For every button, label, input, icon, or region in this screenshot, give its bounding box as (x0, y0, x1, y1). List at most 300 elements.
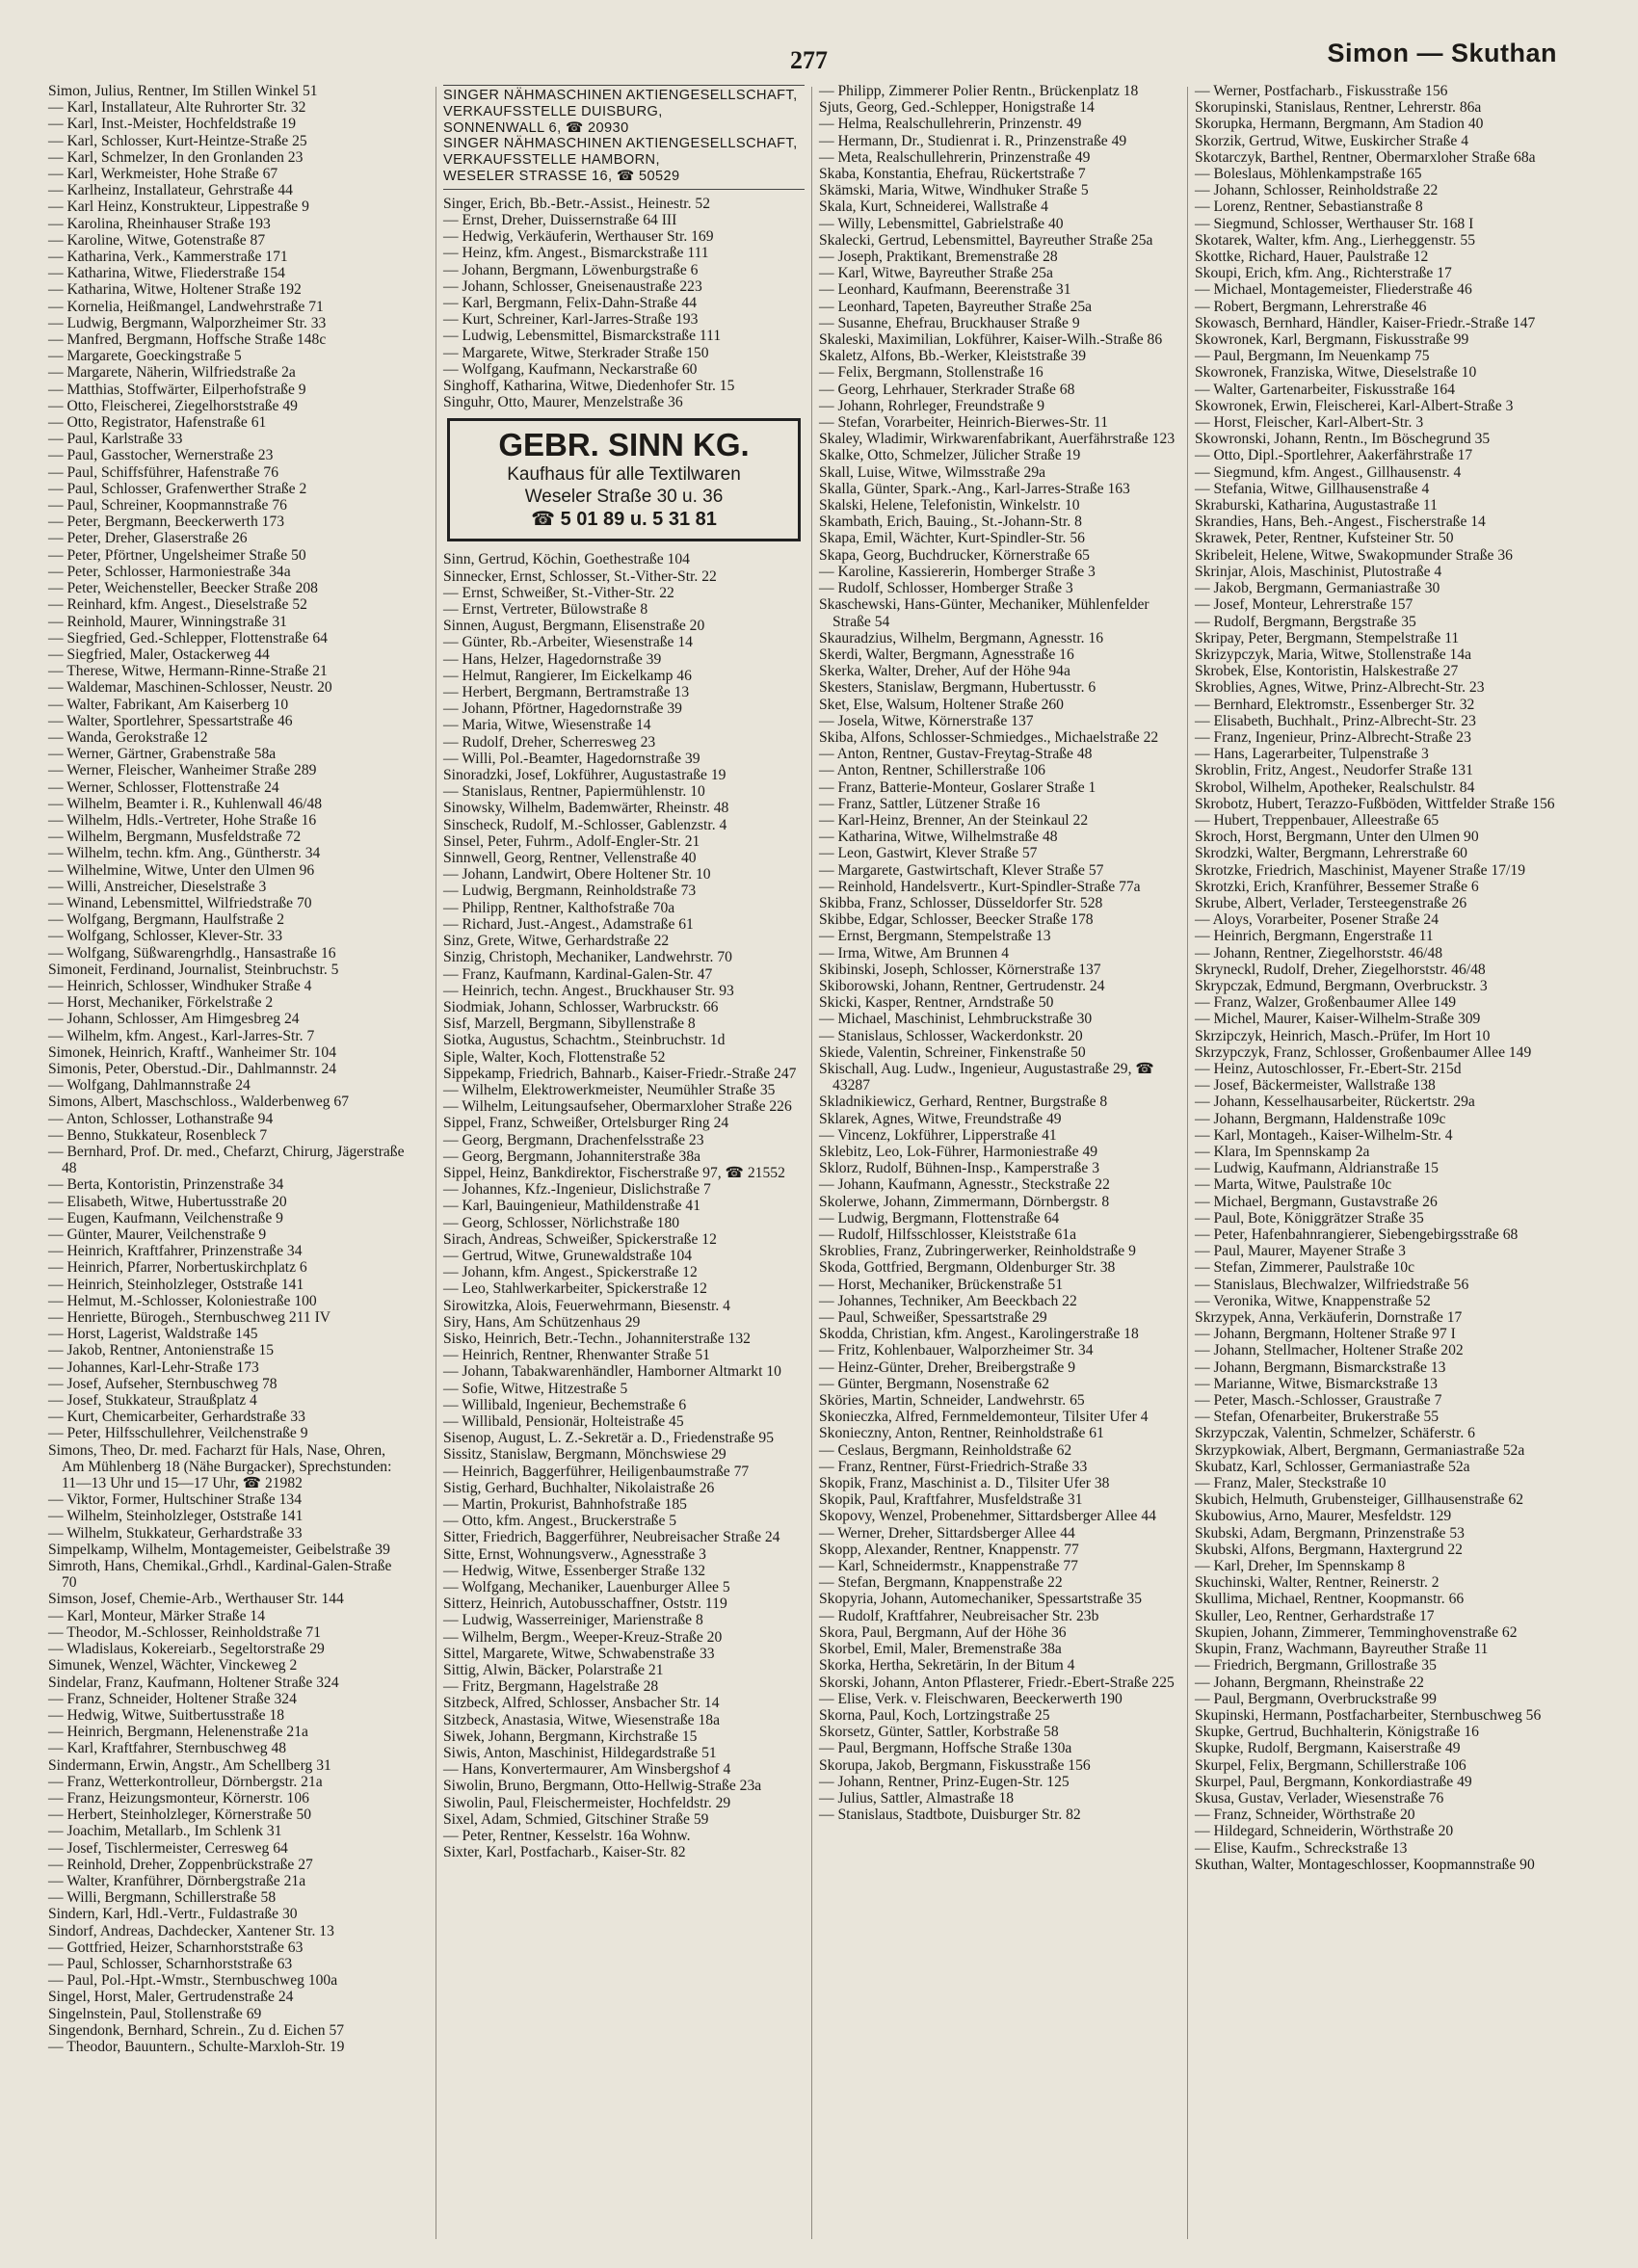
directory-entry: Skupin, Franz, Wachmann, Bayreuther Straße 11 (1195, 1641, 1489, 1658)
directory-entry: Skubich, Helmuth, Grubensteiger, Gillhausenstraße 62 (1195, 1491, 1524, 1509)
directory-entry: — Heinrich, Schlosser, Windhuker Straße 4 (48, 977, 312, 994)
directory-columns (48, 83, 1561, 2241)
directory-entry: — Heinrich, Rentner, Rhenwanter Straße 51 (443, 1347, 710, 1364)
directory-entry: — Johann, Kesselhausarbeiter, Rückertstr. 29a (1195, 1094, 1475, 1111)
directory-entry: — Franz, Rentner, Fürst-Friedrich-Straße 33 (819, 1458, 1088, 1475)
directory-entry: Skapa, Georg, Buchdrucker, Körnerstraße 65 (819, 546, 1090, 564)
directory-entry: — Rudolf, Kraftfahrer, Neubreisacher Str. 23b (819, 1607, 1099, 1624)
directory-entry: Skroblies, Franz, Zubringerwerker, Reinholdstraße 9 (819, 1243, 1136, 1260)
directory-entry: — Karl, Dreher, Im Spennskamp 8 (1195, 1558, 1406, 1575)
directory-entry: Skischall, Aug. Ludw., Ingenieur, Augustastraße 29, ☎ 43287 (819, 1060, 1154, 1094)
directory-entry: — Johann, Bergmann, Bismarckstraße 13 (1195, 1358, 1446, 1376)
directory-entry: Skrobek, Else, Kontoristin, Halskestraße 27 (1195, 663, 1459, 680)
directory-entry: — Franz, Sattler, Lützener Straße 16 (819, 795, 1041, 812)
directory-entry: Simroth, Hans, Chemikal.,Grhdl., Kardinal-Galen-Straße 70 (48, 1558, 392, 1592)
directory-entry: Skiba, Alfons, Schlosser-Schmiedges., Michaelstraße 22 (819, 728, 1159, 746)
directory-entry: Skambath, Erich, Bauing., St.-Johann-Str. 8 (819, 514, 1082, 531)
directory-entry: — Horst, Mechaniker, Brückenstraße 51 (819, 1276, 1064, 1293)
directory-entry: — Stanislaus, Schlosser, Wackerdonkstr. 20 (819, 1027, 1083, 1044)
directory-entry: Skubski, Adam, Bergmann, Prinzenstraße 53 (1195, 1524, 1465, 1542)
directory-entry: — Herbert, Bergmann, Bertramstraße 13 (443, 684, 690, 701)
directory-entry: Sinsel, Peter, Fuhrm., Adolf-Engler-Str. 21 (443, 832, 700, 850)
directory-entry: — Wolfgang, Süßwarengrhdlg., Hansastraße 16 (48, 944, 336, 962)
directory-entry: — Martin, Prokurist, Bahnhofstraße 185 (443, 1496, 687, 1513)
directory-entry: — Bernhard, Elektromstr., Essenberger Str. 32 (1195, 696, 1475, 713)
directory-entry: Sittig, Alwin, Bäcker, Polarstraße 21 (443, 1662, 664, 1679)
directory-entry: — Karl Heinz, Konstrukteur, Lippestraße 9 (48, 198, 309, 216)
page-header (0, 39, 1638, 77)
directory-entry: — Herbert, Steinholzleger, Körnerstraße 50 (48, 1806, 312, 1824)
directory-entry: Skorbel, Emil, Maler, Bremenstraße 38a (819, 1641, 1062, 1658)
directory-entry: Skrzypkowiak, Albert, Bergmann, Germaniastraße 52a (1195, 1441, 1525, 1459)
directory-entry: — Paul, Maurer, Mayener Straße 3 (1195, 1243, 1406, 1260)
directory-entry: — Willy, Lebensmittel, Gabrielstraße 40 (819, 215, 1064, 232)
directory-entry: Skrzypczyk, Franz, Schlosser, Großenbaumer Allee 149 (1195, 1043, 1532, 1061)
directory-entry: Skupke, Rudolf, Bergmann, Kaiserstraße 49 (1195, 1740, 1461, 1757)
directory-entry: — Horst, Lagerist, Waldstraße 145 (48, 1326, 258, 1343)
directory-entry: — Karl, Bauingenieur, Mathildenstraße 41 (443, 1198, 700, 1215)
directory-entry: Sitzbeck, Alfred, Schlosser, Ansbacher Str. 14 (443, 1695, 720, 1712)
directory-entry: — Stefan, Zimmerer, Paulstraße 10c (1195, 1259, 1415, 1277)
directory-entry: Sitterz, Heinrich, Autobusschaffner, Oststr. 119 (443, 1596, 727, 1613)
directory-entry: Sirach, Andreas, Schweißer, Spickerstraße 12 (443, 1230, 717, 1248)
page-number: 277 (790, 46, 828, 74)
directory-entry: — Ludwig, Kaufmann, Aldrianstraße 15 (1195, 1160, 1439, 1177)
directory-entry: Skottke, Richard, Hauer, Paulstraße 12 (1195, 249, 1429, 266)
directory-entry: Siotka, Augustus, Schachtm., Steinbruchstr. 1d (443, 1032, 726, 1049)
directory-entry: Siodmiak, Johann, Schlosser, Warbruckstr. 66 (443, 998, 719, 1015)
directory-entry: — Vincenz, Lokführer, Lipperstraße 41 (819, 1126, 1057, 1144)
singer-ad (443, 85, 805, 190)
directory-entry: Skopyria, Johann, Automechaniker, Spessartstraße 35 (819, 1591, 1143, 1608)
directory-entry: Skoda, Gottfried, Bergmann, Oldenburger Str. 38 (819, 1259, 1116, 1277)
directory-entry: Skrinjar, Alois, Maschinist, Plutostraße 4 (1195, 563, 1442, 580)
directory-entry: — Franz, Kaufmann, Kardinal-Galen-Str. 47 (443, 965, 713, 983)
directory-entry: — Richard, Just.-Angest., Adamstraße 61 (443, 915, 694, 933)
directory-entry: — Franz, Schneider, Holtener Straße 324 (48, 1690, 297, 1707)
directory-entry: Skalke, Otto, Schmelzer, Jülicher Straße 19 (819, 447, 1081, 464)
directory-entry: — Karolina, Rheinhauser Straße 193 (48, 215, 271, 232)
directory-entry: — Leon, Gastwirt, Klever Straße 57 (819, 845, 1038, 862)
directory-entry: — Karl, Installateur, Alte Ruhrorter Str. 32 (48, 99, 306, 117)
directory-entry: — Klara, Im Spennskamp 2a (1195, 1144, 1370, 1160)
directory-entry: Skolerwe, Johann, Zimmermann, Dörnbergstr. 8 (819, 1193, 1110, 1210)
directory-entry: — Karl, Witwe, Bayreuther Straße 25a (819, 265, 1053, 282)
directory-entry: — Paul, Bergmann, Overbruckstraße 99 (1195, 1690, 1437, 1707)
directory-entry: Skrotzke, Friedrich, Maschinist, Mayener Straße 17/19 (1195, 861, 1525, 879)
directory-entry: Skowronek, Franziska, Witwe, Dieselstraße 10 (1195, 364, 1477, 382)
directory-entry: Skalla, Günter, Spark.-Ang., Karl-Jarres-Straße 163 (819, 480, 1130, 497)
directory-entry: — Matthias, Stoffwärter, Eilperhofstraße 9 (48, 381, 306, 398)
directory-entry: Skrzipczyk, Heinrich, Masch.-Prüfer, Im Hort 10 (1195, 1027, 1491, 1044)
directory-entry: — Helmut, Rangierer, Im Eickelkamp 46 (443, 667, 692, 684)
directory-entry: — Karoline, Witwe, Gotenstraße 87 (48, 231, 266, 249)
directory-entry: — Stefania, Witwe, Gillhausenstraße 4 (1195, 480, 1430, 497)
directory-entry: — Elisabeth, Witwe, Hubertusstraße 20 (48, 1193, 287, 1210)
directory-entry: — Franz, Schneider, Wörthstraße 20 (1195, 1806, 1415, 1824)
directory-entry: — Ernst, Dreher, Duissernstraße 64 III (443, 211, 677, 228)
directory-entry: — Ernst, Bergmann, Stempelstraße 13 (819, 928, 1051, 945)
directory-entry: — Karl, Monteur, Märker Straße 14 (48, 1607, 265, 1624)
column-2-entries-top (443, 196, 805, 411)
directory-entry: Simson, Josef, Chemie-Arb., Werthauser Str. 144 (48, 1591, 344, 1608)
directory-entry: — Johann, Pförtner, Hagedornstraße 39 (443, 700, 682, 718)
directory-entry: — Karl, Schmelzer, In den Gronlanden 23 (48, 148, 304, 166)
directory-entry: Skopovy, Wenzel, Probenehmer, Sittardsberger Allee 44 (819, 1508, 1156, 1525)
sinn-ad-address: Weseler Straße 30 u. 36 (524, 487, 724, 508)
directory-entry: — Hans, Helzer, Hagedornstraße 39 (443, 650, 662, 668)
directory-entry: — Wilhelmine, Witwe, Unter den Ulmen 96 (48, 861, 315, 879)
directory-entry: — Peter, Hilfsschullehrer, Veilchenstraße 9 (48, 1425, 308, 1442)
directory-entry: — Elise, Verk. v. Fleischwaren, Beeckerwerth 190 (819, 1690, 1123, 1707)
directory-entry: Siwis, Anton, Maschinist, Hildegardstraße 51 (443, 1745, 717, 1762)
directory-entry: — Willi, Bergmann, Schillerstraße 58 (48, 1889, 277, 1907)
directory-entry: Skaletz, Alfons, Bb.-Werker, Kleiststraße 39 (819, 348, 1087, 365)
directory-entry: Sixter, Karl, Postfacharb., Kaiser-Str. 82 (443, 1844, 686, 1861)
directory-entry: — Josef, Stukkateur, Straußplatz 4 (48, 1392, 257, 1410)
directory-entry: — Johann, Bergmann, Löwenburgstraße 6 (443, 261, 699, 278)
directory-entry: — Ludwig, Lebensmittel, Bismarckstraße 111 (443, 328, 722, 345)
directory-entry: — Otto, kfm. Angest., Bruckerstraße 5 (443, 1513, 677, 1530)
directory-entry: — Johann, Rohrleger, Freundstraße 9 (819, 397, 1045, 414)
directory-entry: — Fritz, Bergmann, Hagelstraße 28 (443, 1678, 659, 1696)
directory-entry: Skorski, Johann, Anton Pflasterer, Friedr.-Ebert-Straße 225 (819, 1674, 1175, 1691)
directory-entry: — Johann, Tabakwarenhändler, Hamborner Altmarkt 10 (443, 1363, 781, 1381)
directory-entry: — Theodor, Bauuntern., Schulte-Marxloh-Str. 19 (48, 2038, 345, 2055)
directory-entry: Skupinski, Hermann, Postfacharbeiter, Sternbuschweg 56 (1195, 1706, 1542, 1724)
directory-entry: Skrandies, Hans, Beh.-Angest., Fischerstraße 14 (1195, 514, 1486, 531)
directory-entry: Skupke, Gertrud, Buchhalterin, Königstraße 16 (1195, 1724, 1479, 1741)
directory-entry: Simonek, Heinrich, Kraftf., Wanheimer Str. 104 (48, 1043, 337, 1061)
directory-entry: Skalecki, Gertrud, Lebensmittel, Bayreuther Straße 25a (819, 231, 1153, 249)
directory-entry: — Wilhelm, techn. kfm. Ang., Güntherstr. 34 (48, 845, 321, 862)
directory-entry: — Stanislaus, Stadtbote, Duisburger Str. 82 (819, 1806, 1081, 1824)
directory-entry: — Michel, Maurer, Kaiser-Wilhelm-Straße 309 (1195, 1011, 1481, 1028)
directory-entry: Skora, Paul, Bergmann, Auf der Höhe 36 (819, 1623, 1067, 1641)
directory-entry: — Paul, Karlstraße 33 (48, 431, 183, 448)
directory-entry: — Elise, Kaufm., Schreckstraße 13 (1195, 1839, 1408, 1857)
directory-entry: — Josef, Aufseher, Sternbuschweg 78 (48, 1375, 277, 1392)
directory-entry: — Werner, Dreher, Sittardsberger Allee 44 (819, 1524, 1075, 1542)
directory-entry: Skroch, Horst, Bergmann, Unter den Ulmen 90 (1195, 829, 1479, 846)
directory-entry: — Heinrich, Baggerführer, Heiligenbaumstraße 77 (443, 1463, 750, 1480)
directory-entry: Skämski, Maria, Witwe, Windhuker Straße 5 (819, 182, 1089, 199)
directory-entry: Skopik, Franz, Maschinist a. D., Tilsiter Ufer 38 (819, 1475, 1110, 1492)
directory-entry: — Heinrich, Pfarrer, Norbertuskirchplatz 6 (48, 1259, 307, 1277)
directory-entry: — Michael, Maschinist, Lehmbruckstraße 30 (819, 1011, 1093, 1028)
directory-entry: — Johann, Bergmann, Holtener Straße 97 I (1195, 1326, 1456, 1343)
directory-entry: — Heinz, Autoschlosser, Fr.-Ebert-Str. 215d (1195, 1060, 1462, 1077)
directory-entry: Skicki, Kasper, Rentner, Arndstraße 50 (819, 994, 1054, 1012)
directory-entry: Skonieczny, Anton, Rentner, Reinholdstraße 61 (819, 1425, 1104, 1442)
directory-entry: — Paul, Bote, Königgrätzer Straße 35 (1195, 1209, 1424, 1226)
directory-entry: — Rudolf, Bergmann, Bergstraße 35 (1195, 613, 1416, 630)
directory-entry: Skerka, Walter, Dreher, Auf der Höhe 94a (819, 663, 1070, 680)
directory-entry: Skibbe, Edgar, Schlosser, Beecker Straße 178 (819, 911, 1094, 929)
directory-entry: — Franz, Walzer, Großenbaumer Allee 149 (1195, 994, 1457, 1012)
directory-entry: Skoupi, Erich, kfm. Ang., Richterstraße 17 (1195, 265, 1452, 282)
directory-entry: Skowasch, Bernhard, Händler, Kaiser-Friedr.-Straße 147 (1195, 314, 1536, 331)
directory-entry: — Susanne, Ehefrau, Bruckhauser Straße 9 (819, 314, 1080, 331)
directory-entry: Skaba, Konstantia, Ehefrau, Rückertstraße 7 (819, 166, 1086, 183)
directory-entry: Skibba, Franz, Schlosser, Düsseldorfer Str. 528 (819, 894, 1103, 911)
directory-entry: — Hildegard, Schneiderin, Wörthstraße 20 (1195, 1823, 1454, 1840)
directory-entry: Skauradzius, Wilhelm, Bergmann, Agnesstr. 16 (819, 629, 1104, 646)
directory-entry: — Franz, Ingenieur, Prinz-Albrecht-Straße 23 (1195, 728, 1471, 746)
directory-entry: — Margarete, Näherin, Wilfriedstraße 2a (48, 364, 296, 382)
directory-entry: — Stanislaus, Rentner, Papiermühlenstr. 10 (443, 783, 705, 801)
directory-entry: — Heinz, kfm. Angest., Bismarckstraße 111 (443, 245, 709, 262)
directory-entry: — Philipp, Zimmerer Polier Rentn., Brückenplatz 18 (819, 83, 1139, 99)
directory-entry: — Leonhard, Kaufmann, Beerenstraße 31 (819, 281, 1071, 299)
directory-entry: — Paul, Pol.-Hpt.-Wmstr., Sternbuschweg 100a (48, 1972, 338, 1990)
directory-entry: Skala, Kurt, Schneiderei, Wallstraße 4 (819, 198, 1048, 216)
directory-entry: — Gertrud, Witwe, Grunewaldstraße 104 (443, 1247, 693, 1264)
directory-entry: — Johann, Stellmacher, Holtener Straße 202 (1195, 1342, 1464, 1359)
directory-entry: Sitter, Friedrich, Baggerführer, Neubreisacher Straße 24 (443, 1529, 780, 1546)
directory-entry: — Ceslaus, Bergmann, Reinholdstraße 62 (819, 1441, 1072, 1459)
directory-entry: Siwolin, Paul, Fleischermeister, Hochfeldstr. 29 (443, 1794, 731, 1811)
directory-entry: Skripay, Peter, Bergmann, Stempelstraße 11 (1195, 629, 1460, 646)
directory-entry: — Hedwig, Witwe, Essenberger Straße 132 (443, 1562, 706, 1579)
directory-entry: — Karl, Bergmann, Felix-Dahn-Straße 44 (443, 295, 698, 311)
directory-entry: — Wolfgang, Dahlmannstraße 24 (48, 1077, 251, 1094)
directory-entry: Skowronek, Erwin, Fleischerei, Karl-Albert-Straße 3 (1195, 397, 1514, 414)
directory-entry: Skubski, Alfons, Bergmann, Haxtergrund 22 (1195, 1541, 1463, 1558)
directory-entry: — Horst, Fleischer, Karl-Albert-Str. 3 (1195, 414, 1424, 432)
directory-entry: Sindermann, Erwin, Angstr., Am Schellberg 31 (48, 1756, 331, 1774)
directory-entry: Skrube, Albert, Verlader, Tersteegenstraße 26 (1195, 894, 1467, 911)
directory-entry: — Gottfried, Heizer, Scharnhorststraße 63 (48, 1938, 304, 1956)
directory-entry: Sinzig, Christoph, Mechaniker, Landwehrstr. 70 (443, 949, 732, 966)
directory-entry: — Fritz, Kohlenbauer, Walporzheimer Str. 34 (819, 1342, 1094, 1359)
directory-entry: Skuller, Leo, Rentner, Gerhardstraße 17 (1195, 1607, 1435, 1624)
directory-entry: Sinscheck, Rudolf, M.-Schlosser, Gablenzstr. 4 (443, 816, 727, 833)
directory-entry: — Peter, Bergmann, Beeckerwerth 173 (48, 514, 285, 531)
directory-entry: — Jakob, Rentner, Antonienstraße 15 (48, 1342, 275, 1359)
directory-entry: Skubowius, Arno, Maurer, Mesfeldstr. 129 (1195, 1508, 1452, 1525)
directory-entry: — Winand, Lebensmittel, Wilfriedstraße 70 (48, 894, 312, 911)
directory-entry: Skribeleit, Helene, Witwe, Swakopmunder Straße 36 (1195, 546, 1513, 564)
directory-entry: — Paul, Gasstocher, Wernerstraße 23 (48, 447, 274, 464)
directory-entry: — Lorenz, Rentner, Sebastianstraße 8 (1195, 198, 1423, 216)
directory-entry: Siry, Hans, Am Schützenhaus 29 (443, 1313, 641, 1331)
directory-entry: Sklebitz, Leo, Lok-Führer, Harmoniestraße 49 (819, 1144, 1098, 1160)
directory-entry: — Peter, Pförtner, Ungelsheimer Straße 50 (48, 546, 306, 564)
directory-entry: Skopp, Alexander, Rentner, Knappenstr. 77 (819, 1541, 1079, 1558)
directory-entry: — Wilhelm, Elektrowerkmeister, Neumühler Straße 35 (443, 1081, 776, 1098)
directory-entry: Skryneckl, Rudolf, Dreher, Ziegelhorststr. 46/48 (1195, 961, 1486, 978)
directory-entry: — Johann, Schlosser, Gneisenaustraße 223 (443, 277, 702, 295)
directory-entry: — Helma, Realschullehrerin, Prinzenstr. 49 (819, 116, 1082, 133)
directory-entry: Skrotzki, Erich, Kranführer, Bessemer Straße 6 (1195, 878, 1479, 895)
directory-entry: Skodda, Christian, kfm. Angest., Karolingerstraße 18 (819, 1326, 1139, 1343)
directory-entry: Skurpel, Felix, Bergmann, Schillerstraße 106 (1195, 1756, 1466, 1774)
sinn-ad-phone: ☎ 5 01 89 u. 5 31 81 (531, 509, 717, 531)
directory-entry: — Wolfgang, Mechaniker, Lauenburger Allee 5 (443, 1579, 730, 1596)
directory-entry: Sket, Else, Walsum, Holtener Straße 260 (819, 696, 1064, 713)
directory-entry: — Karl, Montageh., Kaiser-Wilhelm-Str. 4 (1195, 1126, 1453, 1144)
directory-entry: — Peter, Schlosser, Harmoniestraße 34a (48, 563, 291, 580)
directory-entry: — Wilhelm, Bergmann, Musfeldstraße 72 (48, 829, 302, 846)
directory-entry: — Walter, Fabrikant, Am Kaiserberg 10 (48, 696, 289, 713)
directory-entry: — Paul, Schweißer, Spessartstraße 29 (819, 1309, 1047, 1327)
directory-entry: — Friedrich, Bergmann, Grillostraße 35 (1195, 1657, 1437, 1675)
directory-entry: — Josef, Monteur, Lehrerstraße 157 (1195, 596, 1413, 614)
directory-entry: Skrzypczak, Valentin, Schmelzer, Schäferstr. 6 (1195, 1425, 1475, 1442)
directory-entry: Skotarczyk, Barthel, Rentner, Obermarxloher Straße 68a (1195, 148, 1536, 166)
directory-entry: — Otto, Dipl.-Sportlehrer, Aakerfährstraße 17 (1195, 447, 1473, 464)
directory-entry: — Willi, Pol.-Beamter, Hagedornstraße 39 (443, 750, 700, 767)
directory-entry: — Wilhelm, Leitungsaufseher, Obermarxloher Straße 226 (443, 1098, 792, 1116)
directory-entry: Sinn, Gertrud, Köchin, Goethestraße 104 (443, 551, 690, 568)
directory-entry: — Anton, Rentner, Gustav-Freytag-Straße 48 (819, 746, 1093, 763)
directory-entry: — Viktor, Former, Hultschiner Straße 134 (48, 1491, 303, 1509)
directory-entry: — Therese, Witwe, Hermann-Rinne-Straße 21 (48, 663, 328, 680)
directory-entry: — Karl, Schneidermstr., Knappenstraße 77 (819, 1558, 1078, 1575)
directory-entry: Sippel, Franz, Schweißer, Ortelsburger Ring 24 (443, 1115, 729, 1132)
directory-entry: — Robert, Bergmann, Lehrerstraße 46 (1195, 298, 1427, 315)
directory-entry: — Marta, Witwe, Paulstraße 10c (1195, 1176, 1392, 1194)
directory-entry: — Siegfried, Ged.-Schlepper, Flottenstraße 64 (48, 629, 328, 646)
directory-entry: Skorka, Hertha, Sekretärin, In der Bitum 4 (819, 1657, 1075, 1675)
directory-entry: Skrawek, Peter, Rentner, Kufsteiner Str. 50 (1195, 530, 1454, 547)
directory-entry: Skrobotz, Hubert, Terazzo-Fußböden, Wittfelder Straße 156 (1195, 795, 1555, 812)
directory-entry: Skorupinski, Stanislaus, Rentner, Lehrerstr. 86a (1195, 99, 1482, 117)
directory-entry: — Ludwig, Wasserreiniger, Marienstraße 8 (443, 1612, 703, 1629)
directory-entry: Skraburski, Katharina, Augustastraße 11 (1195, 497, 1438, 514)
directory-entry: — Peter, Weichensteller, Beecker Straße 208 (48, 580, 318, 597)
directory-entry: — Günter, Bergmann, Nosenstraße 62 (819, 1375, 1050, 1392)
directory-entry: — Josela, Witwe, Körnerstraße 137 (819, 712, 1034, 729)
directory-entry: — Horst, Mechaniker, Förkelstraße 2 (48, 994, 274, 1012)
directory-entry: — Karoline, Kassiererin, Homberger Straße 3 (819, 563, 1096, 580)
directory-entry: Skorsetz, Günter, Sattler, Korbstraße 58 (819, 1724, 1059, 1741)
directory-entry: — Julius, Sattler, Almastraße 18 (819, 1789, 1015, 1806)
directory-entry: Siple, Walter, Koch, Flottenstraße 52 (443, 1048, 666, 1066)
directory-entry: — Willi, Anstreicher, Dieselstraße 3 (48, 878, 267, 895)
directory-entry: — Paul, Schreiner, Koopmannstraße 76 (48, 497, 287, 514)
directory-entry: — Georg, Lehrhauer, Sterkrader Straße 68 (819, 381, 1075, 398)
directory-entry: Sitzbeck, Anastasia, Witwe, Wiesenstraße 18a (443, 1711, 721, 1728)
directory-entry: Sistig, Gerhard, Buchhalter, Nikolaistraße 26 (443, 1479, 715, 1496)
directory-entry: — Heinrich, Steinholzleger, Oststraße 141 (48, 1276, 304, 1293)
directory-entry: Singhoff, Katharina, Witwe, Diedenhofer Str. 15 (443, 378, 735, 395)
directory-entry: — Walter, Gartenarbeiter, Fiskusstraße 164 (1195, 381, 1456, 398)
directory-entry: Skowronek, Karl, Bergmann, Fiskusstraße 99 (1195, 331, 1469, 349)
directory-entry: — Karl, Inst.-Meister, Hochfeldstraße 19 (48, 116, 297, 133)
directory-entry: — Hedwig, Verkäuferin, Werthauser Str. 169 (443, 228, 714, 246)
directory-entry: — Bernhard, Prof. Dr. med., Chefarzt, Chirurg, Jägerstraße 48 (48, 1144, 405, 1177)
directory-entry: — Franz, Maler, Steckstraße 10 (1195, 1475, 1387, 1492)
directory-entry: Sindern, Karl, Hdl.-Vertr., Fuldastraße 30 (48, 1906, 298, 1923)
directory-entry: — Hedwig, Witwe, Suitbertusstraße 18 (48, 1706, 285, 1724)
directory-entry: Simons, Albert, Maschschloss., Walderbenweg 67 (48, 1094, 350, 1111)
directory-entry: — Karl, Werkmeister, Hohe Straße 67 (48, 166, 278, 183)
directory-entry: — Peter, Dreher, Glaserstraße 26 (48, 530, 248, 547)
directory-entry: — Katharina, Witwe, Fliederstraße 154 (48, 265, 285, 282)
directory-entry: — Helmut, M.-Schlosser, Koloniestraße 100 (48, 1292, 317, 1309)
directory-entry: — Wilhelm, Steinholzleger, Oststraße 141 (48, 1508, 304, 1525)
directory-entry: Sinz, Grete, Witwe, Gerhardstraße 22 (443, 933, 670, 950)
directory-entry: — Paul, Schiffsführer, Hafenstraße 76 (48, 463, 278, 481)
directory-entry: — Michael, Montagemeister, Fliederstraße 46 (1195, 281, 1472, 299)
directory-entry: Simunek, Wenzel, Wächter, Vinckeweg 2 (48, 1657, 298, 1675)
directory-entry: — Felix, Bergmann, Stollenstraße 16 (819, 364, 1044, 382)
directory-entry: — Manfred, Bergmann, Hoffsche Straße 148c (48, 331, 327, 349)
directory-entry: — Anton, Rentner, Schillerstraße 106 (819, 762, 1045, 779)
directory-entry: — Ernst, Schweißer, St.-Vither-Str. 22 (443, 584, 674, 601)
directory-entry: Skiborowski, Johann, Rentner, Gertrudenstr. 24 (819, 977, 1105, 994)
directory-entry: — Rudolf, Hilfsschlosser, Kleiststraße 61a (819, 1226, 1077, 1244)
directory-entry: — Johannes, Kfz.-Ingenieur, Dislichstraße 7 (443, 1181, 711, 1199)
column-2-entries-bottom (443, 551, 805, 1860)
directory-entry: — Franz, Batterie-Monteur, Goslarer Straße 1 (819, 778, 1096, 796)
directory-entry: — Willibald, Pensionär, Holteistraße 45 (443, 1412, 684, 1430)
directory-entry: — Theodor, M.-Schlosser, Reinholdstraße 71 (48, 1623, 322, 1641)
directory-entry: Skowronski, Johann, Rentn., Im Böschegrund 35 (1195, 431, 1491, 448)
directory-entry: — Hermann, Dr., Studienrat i. R., Prinzenstraße 49 (819, 132, 1127, 149)
directory-entry: Skesters, Stanislaw, Bergmann, Hubertusstr. 6 (819, 679, 1096, 697)
directory-entry: Skorupa, Jakob, Bergmann, Fiskusstraße 156 (819, 1756, 1091, 1774)
directory-entry: — Werner, Fleischer, Wanheimer Straße 289 (48, 762, 317, 779)
directory-entry: Singelnstein, Paul, Stollenstraße 69 (48, 2005, 262, 2022)
directory-entry: — Kurt, Chemicarbeiter, Gerhardstraße 33 (48, 1409, 305, 1426)
directory-entry: — Reinhold, Maurer, Winningstraße 31 (48, 613, 287, 630)
directory-entry: — Karlheinz, Installateur, Gehrstraße 44 (48, 182, 293, 199)
directory-entry: Skrizypczyk, Maria, Witwe, Stollenstraße 14a (1195, 646, 1472, 663)
directory-entry: Sinnwell, Georg, Rentner, Vellenstraße 40 (443, 850, 697, 867)
directory-entry: Skrodzki, Walter, Bergmann, Lehrerstraße 60 (1195, 845, 1467, 862)
directory-entry: — Reinhold, Handelsvertr., Kurt-Spindler-Straße 77a (819, 878, 1141, 895)
directory-entry: Siwolin, Bruno, Bergmann, Otto-Hellwig-Straße 23a (443, 1778, 762, 1795)
directory-entry: — Katharina, Verk., Kammerstraße 171 (48, 249, 288, 266)
directory-entry: — Boleslaus, Möhlenkampstraße 165 (1195, 166, 1422, 183)
directory-entry: — Rudolf, Dreher, Scherresweg 23 (443, 733, 656, 751)
directory-entry: — Otto, Fleischerei, Ziegelhorststraße 49 (48, 397, 298, 414)
directory-entry: Singer, Erich, Bb.-Betr.-Assist., Heinestr. 52 (443, 195, 711, 212)
directory-entry: Skrypczak, Edmund, Bergmann, Overbruckstr. 3 (1195, 977, 1488, 994)
directory-entry: — Johann, Landwirt, Obere Holtener Str. 10 (443, 866, 711, 883)
directory-entry: — Berta, Kontoristin, Prinzenstraße 34 (48, 1176, 284, 1194)
directory-entry: — Willibald, Ingenieur, Bechemstraße 6 (443, 1396, 687, 1413)
directory-entry: — Walter, Kranführer, Dörnbergstraße 21a (48, 1872, 306, 1889)
directory-entry: — Heinrich, techn. Angest., Bruckhauser Str. 93 (443, 982, 734, 999)
directory-entry: — Peter, Masch.-Schlosser, Graustraße 7 (1195, 1392, 1442, 1410)
directory-entry: — Günter, Rb.-Arbeiter, Wiesenstraße 14 (443, 634, 693, 651)
directory-entry: — Paul, Bergmann, Hoffsche Straße 130a (819, 1740, 1072, 1757)
directory-entry: — Kornelia, Heißmangel, Landwehrstraße 71 (48, 298, 324, 315)
directory-entry: Sköries, Martin, Schneider, Landwehrstr. 65 (819, 1392, 1085, 1410)
directory-entry: Skorna, Paul, Koch, Lortzingstraße 25 (819, 1706, 1050, 1724)
directory-entry: Skall, Luise, Witwe, Wilmsstraße 29a (819, 463, 1046, 481)
directory-entry: — Franz, Wetterkontrolleur, Dörnbergstr. 21a (48, 1773, 323, 1790)
directory-entry: — Karl-Heinz, Brenner, An der Steinkaul 22 (819, 811, 1089, 829)
directory-entry: Skupien, Johann, Zimmerer, Temminghovenstraße 62 (1195, 1623, 1518, 1641)
directory-entry: — Wolfgang, Kaufmann, Neckarstraße 60 (443, 360, 698, 378)
directory-entry: Simon, Julius, Rentner, Im Stillen Winkel 51 (48, 83, 318, 99)
directory-entry: — Stefan, Ofenarbeiter, Brukerstraße 55 (1195, 1409, 1440, 1426)
directory-entry: — Stefan, Vorarbeiter, Heinrich-Bierwes-Str. 11 (819, 414, 1109, 432)
ad-line: VERKAUFSSTELLE HAMBORN, (443, 152, 660, 169)
directory-entry: Skladnikiewicz, Gerhard, Rentner, Burgstraße 8 (819, 1094, 1108, 1111)
directory-entry: Simons, Theo, Dr. med. Facharzt für Hals, Nase, Ohren, Am Mühlenberg 18 (Nähe Burgacker), Sprechstunden: 11—13 Uhr und 15—17 Uhr, ☎ 21982 (48, 1441, 392, 1492)
ad-line: SINGER NÄHMASCHINEN AKTIENGESELLSCHAFT, (443, 88, 798, 103)
directory-entry: — Heinrich, Bergmann, Helenenstraße 21a (48, 1724, 308, 1741)
directory-entry: — Johann, Bergmann, Haldenstraße 109c (1195, 1110, 1446, 1127)
directory-entry: — Otto, Registrator, Hafenstraße 61 (48, 414, 267, 432)
directory-entry: — Veronika, Witwe, Knappenstraße 52 (1195, 1292, 1431, 1309)
